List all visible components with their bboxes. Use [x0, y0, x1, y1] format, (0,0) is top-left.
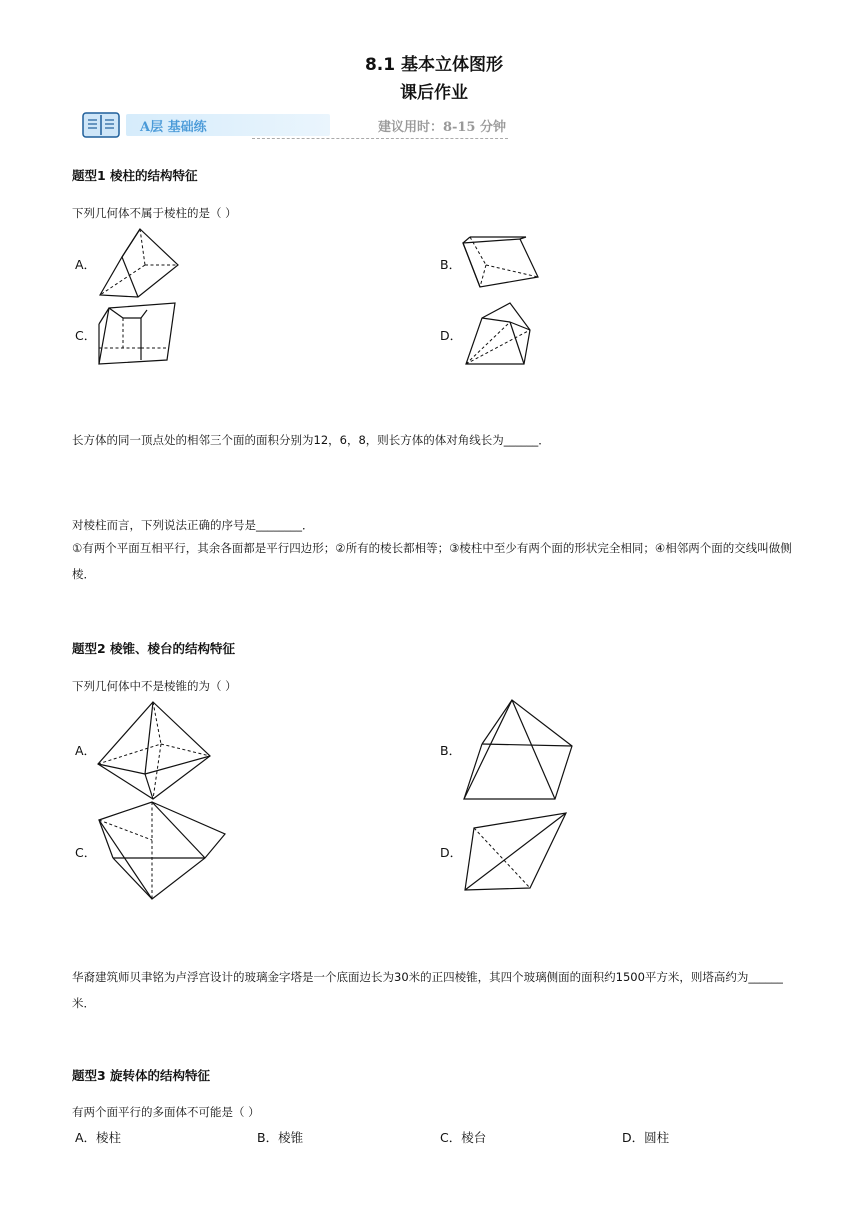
- level-label: A层 基础练: [140, 120, 207, 135]
- option-label: C．: [75, 328, 97, 343]
- question-stem: 下列几何体中不是棱锥的为（ ）: [72, 679, 237, 693]
- figure-triangular-prism: [95, 225, 185, 300]
- section-heading: 题型3 旋转体的结构特征: [72, 1068, 211, 1083]
- question-stem: 华裔建筑师贝聿铭为卢浮宫设计的玻璃金字塔是一个底面边长为30米的正四棱锥，其四个玻璃侧面的面积约1500平方米，则塔高约为______米．: [72, 970, 783, 1010]
- divider: [252, 138, 508, 139]
- level-bar: [82, 110, 508, 140]
- figure-octahedron: [95, 700, 215, 802]
- option-label: B．: [440, 257, 462, 272]
- open-book-icon: [82, 110, 120, 140]
- time-hint: 建议用时：8-15 分钟: [377, 120, 506, 135]
- figure-bipyramid: [95, 800, 230, 902]
- figure-oblique-box: [460, 235, 545, 293]
- level-badge: [126, 114, 330, 136]
- option-label: C．棱台: [440, 1130, 487, 1145]
- section-heading: 题型1 棱柱的结构特征: [72, 168, 198, 183]
- option-label: D．: [440, 328, 463, 343]
- section-heading: 题型2 棱锥、棱台的结构特征: [72, 641, 236, 656]
- option-label: B．: [440, 743, 462, 758]
- page-subtitle: 课后作业: [400, 83, 468, 103]
- page-title: 8.1 基本立体图形: [364, 55, 504, 75]
- figure-composite-prism: [97, 300, 182, 368]
- figure-pyramid: [460, 698, 575, 804]
- question-stem: 长方体的同一顶点处的相邻三个面的面积分别为12，6，8，则长方体的体对角线长为______．: [72, 433, 550, 447]
- option-label: A．棱柱: [75, 1130, 122, 1145]
- figure-frustum-like: [462, 300, 537, 368]
- figure-tetrahedron: [460, 810, 570, 894]
- option-label: B．棱锥: [257, 1130, 304, 1145]
- option-label: A．: [75, 257, 97, 272]
- question-stem: 对棱柱而言，下列说法正确的序号是________．: [72, 518, 314, 532]
- question-body: ①有两个平面互相平行，其余各面都是平行四边形；②所有的棱长都相等；③棱柱中至少有两个面的形状完全相同；④相邻两个面的交线叫做侧棱．: [72, 541, 792, 581]
- option-label: C．: [75, 845, 97, 860]
- option-label: D．: [440, 845, 463, 860]
- option-label: D．圆柱: [622, 1130, 670, 1145]
- question-stem: 下列几何体不属于棱柱的是（ ）: [72, 206, 237, 220]
- option-label: A．: [75, 743, 97, 758]
- question-stem: 有两个面平行的多面体不可能是（ ）: [72, 1105, 260, 1119]
